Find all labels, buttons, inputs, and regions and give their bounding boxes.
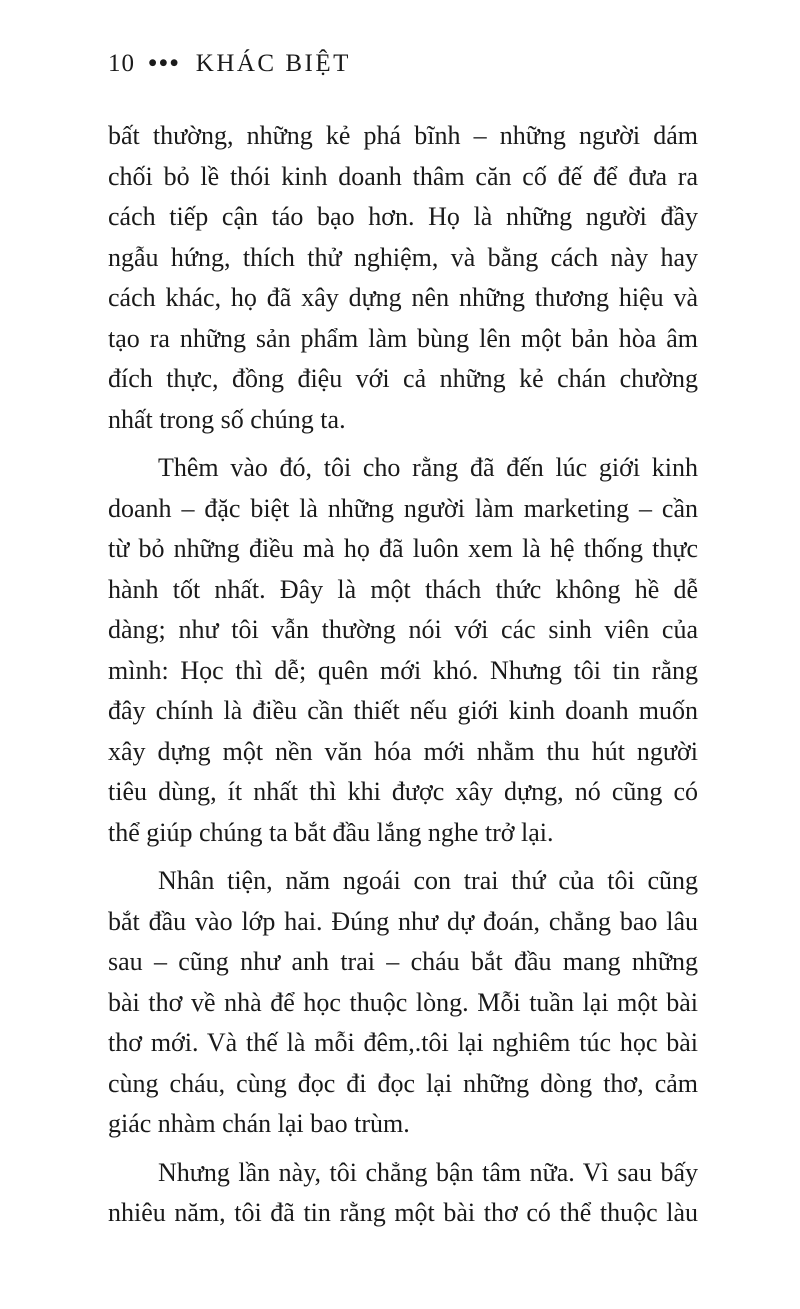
text-line: cách tiếp cận táo bạo hơn. Họ là những người đầy bbox=[108, 202, 698, 231]
text-line: bất thường, những kẻ phá bĩnh – những người dám bbox=[108, 121, 698, 150]
paragraph-2 bbox=[108, 448, 698, 853]
text-line: xây dựng một nền văn hóa mới nhằm thu hút người bbox=[108, 736, 698, 766]
text-line: từ bỏ những điều mà họ đã luôn xem là hệ thống thực bbox=[108, 534, 698, 563]
text-line: đây chính là điều cần thiết nếu giới kinh doanh muốn bbox=[108, 696, 698, 725]
text-line: cùng cháu, cùng đọc đi đọc lại những dòng thơ, cảm bbox=[108, 1068, 698, 1098]
text-line: nhiêu năm, tôi đã tin rằng một bài thơ có thể thuộc làu bbox=[108, 1198, 698, 1227]
paragraph-1 bbox=[108, 116, 698, 440]
text-line: ngẫu hứng, thích thử nghiệm, và bằng cách này hay bbox=[108, 242, 698, 272]
text-line: bắt đầu vào lớp hai. Đúng như dự đoán, chẳng bao lâu bbox=[108, 906, 698, 936]
text-line: dàng; như tôi vẫn thường nói với các sinh viên của bbox=[108, 615, 698, 644]
text-line: doanh – đặc biệt là những người làm marketing – cần bbox=[108, 493, 698, 523]
text-line: thơ mới. Và thế là mỗi đêm,.tôi lại nghiêm túc học bài bbox=[108, 1028, 698, 1057]
header-separator: ••• bbox=[148, 50, 181, 77]
running-header bbox=[108, 50, 351, 78]
text-line: đích thực, đồng điệu với cả những kẻ chán chường bbox=[108, 364, 698, 393]
text-line: giác nhàm chán lại bao trùm. bbox=[108, 1109, 410, 1138]
text-line: Nhân tiện, năm ngoái con trai thứ của tôi cũng bbox=[158, 866, 698, 895]
book-title: KHÁC BIỆT bbox=[195, 50, 351, 77]
text-line: Nhưng lần này, tôi chẳng bận tâm nữa. Vì sau bấy bbox=[158, 1157, 698, 1187]
text-line: thể giúp chúng ta bắt đầu lắng nghe trở lại. bbox=[108, 817, 554, 847]
page-number: 10 bbox=[108, 50, 135, 77]
text-line: nhất trong số chúng ta. bbox=[108, 404, 346, 434]
text-line: hành tốt nhất. Đây là một thách thức không hề dễ bbox=[108, 574, 698, 604]
text-line: cách khác, họ đã xây dựng nên những thương hiệu và bbox=[108, 283, 698, 312]
text-line: tạo ra những sản phẩm làm bùng lên một bản hòa âm bbox=[108, 323, 698, 353]
text-line: bài thơ về nhà để học thuộc lòng. Mỗi tuần lại một bài bbox=[108, 987, 698, 1017]
text-line: Thêm vào đó, tôi cho rằng đã đến lúc giới kinh bbox=[158, 453, 698, 482]
paragraph-4 bbox=[108, 1153, 698, 1234]
text-line: sau – cũng như anh trai – cháu bắt đầu mang những bbox=[108, 947, 698, 976]
paragraph-3 bbox=[108, 861, 698, 1145]
body-text bbox=[108, 116, 698, 1234]
text-line: tiêu dùng, ít nhất thì khi được xây dựng, nó cũng có bbox=[108, 777, 698, 806]
text-line: chối bỏ lề thói kinh doanh thâm căn cố đế để đưa ra bbox=[108, 161, 698, 191]
text-line: mình: Học thì dễ; quên mới khó. Nhưng tôi tin rằng bbox=[108, 655, 698, 685]
